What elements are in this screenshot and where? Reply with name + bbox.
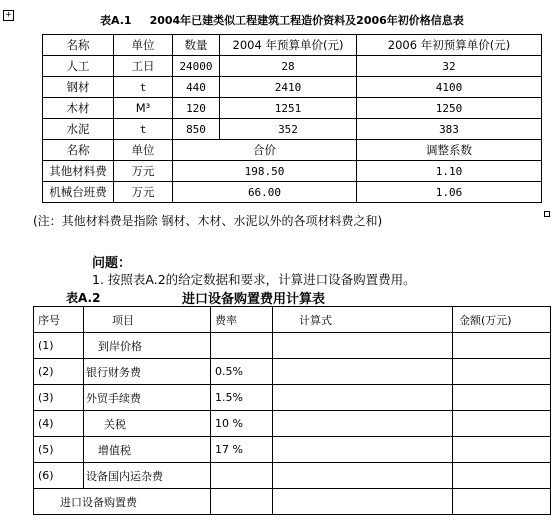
table-row: [43, 161, 542, 182]
cell-price-2004: 28: [220, 56, 357, 77]
cell-rate: [211, 333, 273, 359]
cell-no: (3): [34, 385, 84, 411]
header-cell: 数量: [173, 35, 220, 56]
cell-unit: M³: [114, 98, 173, 119]
cell-price-2006: 32: [357, 56, 542, 77]
table-row: [34, 359, 551, 385]
header-cell: 计算式: [273, 307, 453, 333]
cell-price-2004: 1251: [220, 98, 357, 119]
cell-no: (2): [34, 359, 84, 385]
cell-amount[interactable]: [453, 385, 551, 411]
table1-caption: 2004年已建类似工程建筑工程造价资料及2006年初价格信息表: [149, 14, 464, 27]
cell-amount[interactable]: [453, 411, 551, 437]
cell-unit: 万元: [114, 161, 173, 182]
table-row: [43, 98, 542, 119]
cell-no: (6): [34, 463, 84, 489]
cell-price-2004: 2410: [220, 77, 357, 98]
header-cell: 名称: [43, 35, 114, 56]
cell-rate: [211, 463, 273, 489]
cell-qty: 440: [173, 77, 220, 98]
cell-rate: 0.5%: [211, 359, 273, 385]
import-equipment-cost-table: [33, 306, 551, 515]
cell-item: 外贸手续费: [84, 385, 211, 411]
table-row: [34, 463, 551, 489]
cell-item: 到岸价格: [84, 333, 211, 359]
header-cell: 费率: [211, 307, 273, 333]
table1-title: [100, 12, 482, 28]
cell-price-2006: 383: [357, 119, 542, 140]
cell-qty: 850: [173, 119, 220, 140]
cell-total: 198.50: [173, 161, 357, 182]
table-move-handle[interactable]: +: [3, 10, 14, 21]
table-row: [43, 77, 542, 98]
header-cell: 名称: [43, 140, 114, 161]
cell-formula[interactable]: [273, 333, 453, 359]
cell-amount[interactable]: [453, 359, 551, 385]
cell-unit: 工日: [114, 56, 173, 77]
table-row: [34, 411, 551, 437]
table-row: [34, 437, 551, 463]
table2-label: 表A.2: [66, 291, 101, 305]
table-header-row: [43, 140, 542, 161]
table-header-row: [43, 35, 542, 56]
cell-rate: 1.5%: [211, 385, 273, 411]
cell-price-2004: 352: [220, 119, 357, 140]
cell-unit: t: [114, 119, 173, 140]
cell-item: 增值税: [84, 437, 211, 463]
cell-formula[interactable]: [273, 411, 453, 437]
header-cell: 单位: [114, 140, 173, 161]
cell-no: (5): [34, 437, 84, 463]
cell-qty: 24000: [173, 56, 220, 77]
header-cell: 2004 年预算单价(元): [220, 35, 357, 56]
cell-price-2006: 1250: [357, 98, 542, 119]
header-cell: 单位: [114, 35, 173, 56]
cell-factor: 1.10: [357, 161, 542, 182]
cell-amount[interactable]: [453, 463, 551, 489]
cell-name: 钢材: [43, 77, 114, 98]
cell-item: 银行财务费: [84, 359, 211, 385]
cell-formula[interactable]: [273, 437, 453, 463]
cell-name: 木材: [43, 98, 114, 119]
cell-amount[interactable]: [453, 437, 551, 463]
cell-name: 人工: [43, 56, 114, 77]
cell-name: 水泥: [43, 119, 114, 140]
table-row: [43, 119, 542, 140]
cell-rate: 17 %: [211, 437, 273, 463]
cell-no: (1): [34, 333, 84, 359]
cell-rate: 10 %: [211, 411, 273, 437]
cell-unit: 万元: [114, 182, 173, 203]
cell-total: 66.00: [173, 182, 357, 203]
cell-formula[interactable]: [273, 489, 453, 515]
header-cell: 2006 年初预算单价(元): [357, 35, 542, 56]
table1-label: 表A.1: [100, 14, 132, 27]
cell-qty: 120: [173, 98, 220, 119]
table-row: [34, 333, 551, 359]
cell-amount[interactable]: [453, 489, 551, 515]
cell-amount[interactable]: [453, 333, 551, 359]
cell-total-label: 进口设备购置费: [34, 489, 211, 515]
cell-formula[interactable]: [273, 385, 453, 411]
cell-item: 设备国内运杂费: [84, 463, 211, 489]
cell-price-2006: 4100: [357, 77, 542, 98]
cell-rate[interactable]: [211, 489, 273, 515]
table-resize-handle[interactable]: [544, 211, 550, 217]
cell-name: 其他材料费: [43, 161, 114, 182]
cell-name: 机械台班费: [43, 182, 114, 203]
cell-no: (4): [34, 411, 84, 437]
cell-formula[interactable]: [273, 359, 453, 385]
header-cell: 金额(万元): [453, 307, 551, 333]
table2-title: 进口设备购置费用计算表: [182, 292, 326, 307]
question-text: 1. 按照表A.2的给定数据和要求，计算进口设备购置费用。: [92, 272, 416, 287]
cell-factor: 1.06: [357, 182, 542, 203]
question-title: 问题：: [92, 256, 132, 271]
cell-unit: t: [114, 77, 173, 98]
header-cell: 调整系数: [357, 140, 542, 161]
table1-note: (注：其他材料费是指除 钢材、木材、水泥以外的各项材料费之和): [33, 214, 383, 228]
cell-formula[interactable]: [273, 463, 453, 489]
header-cell: 合价: [173, 140, 357, 161]
table-header-row: [34, 307, 551, 333]
table-row: [34, 385, 551, 411]
header-cell: 序号: [34, 307, 84, 333]
header-cell: 项目: [84, 307, 211, 333]
cell-item: 关税: [84, 411, 211, 437]
price-info-table: [42, 34, 542, 203]
table-row: [43, 182, 542, 203]
table-footer-row: [34, 489, 551, 515]
table-row: [43, 56, 542, 77]
